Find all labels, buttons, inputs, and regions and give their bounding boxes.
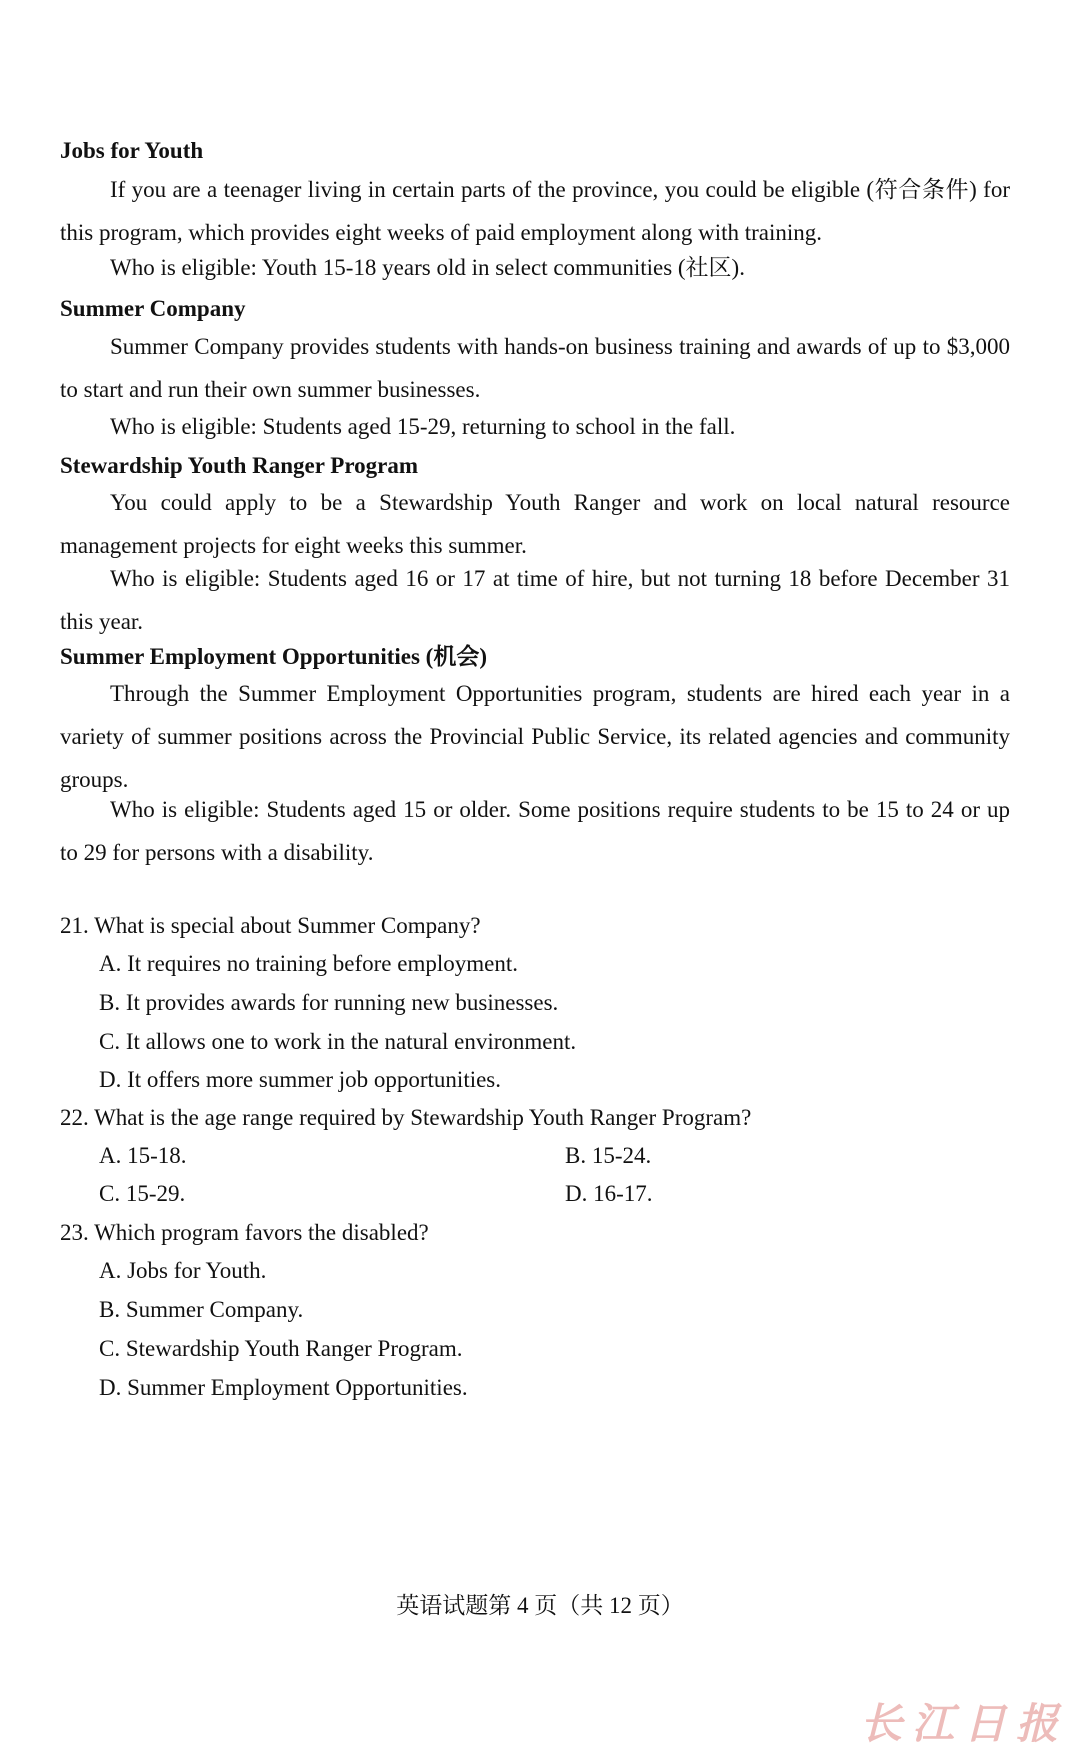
question-22-option-b: B. 15-24. <box>565 1143 652 1168</box>
section-title-jobs-for-youth: Jobs for Youth <box>60 138 204 163</box>
question-23: 23. Which program favors the disabled? <box>60 1220 429 1245</box>
question-21-option-b: B. It provides awards for running new businesses. <box>99 990 559 1015</box>
eligibility-paragraph: Who is eligible: Students aged 16 or 17 at time of hire, but not turning 18 before December 31 this year. <box>60 566 1010 634</box>
question-21-option-c: C. It allows one to work in the natural environment. <box>99 1029 577 1054</box>
question-21-option-d: D. It offers more summer job opportunities. <box>99 1067 502 1092</box>
section-paragraph: Through the Summer Employment Opportunities program, students are hired each year in a variety of summer positions across the Provincial Public Service, its related agencies and community groups. <box>60 681 1010 792</box>
eligibility-paragraph: Who is eligible: Youth 15-18 years old in select communities (社区). <box>110 255 745 280</box>
question-21: 21. What is special about Summer Company? <box>60 913 481 938</box>
eligibility-paragraph: Who is eligible: Students aged 15-29, returning to school in the fall. <box>110 414 736 439</box>
question-23-option-a: A. Jobs for Youth. <box>99 1258 267 1283</box>
question-22-option-a: A. 15-18. <box>99 1143 187 1168</box>
eligibility-paragraph: Who is eligible: Students aged 15 or older. Some positions require students to be 15 to 24 or up to 29 for persons with a disability. <box>60 797 1010 865</box>
question-21-option-a: A. It requires no training before employment. <box>99 951 518 976</box>
question-23-option-b: B. Summer Company. <box>99 1297 304 1322</box>
watermark-logo: 长江日报 <box>859 1699 1068 1748</box>
question-23-option-c: C. Stewardship Youth Ranger Program. <box>99 1336 463 1361</box>
question-23-option-d: D. Summer Employment Opportunities. <box>99 1375 468 1400</box>
section-paragraph: If you are a teenager living in certain parts of the province, you could be eligible (符合条件) for this program, which provides eight weeks of paid employment along with training. <box>60 177 1010 245</box>
section-paragraph: Summer Company provides students with hands-on business training and awards of up to $3,000 to start and run their own summer businesses. <box>60 334 1010 402</box>
section-title-stewardship-youth-ranger: Stewardship Youth Ranger Program <box>60 453 419 478</box>
question-22: 22. What is the age range required by Stewardship Youth Ranger Program? <box>60 1105 752 1130</box>
question-22-option-d: D. 16-17. <box>565 1181 653 1206</box>
section-title-summer-company: Summer Company <box>60 296 246 321</box>
page-footer: 英语试题第 4 页（共 12 页） <box>396 1593 684 1618</box>
section-paragraph: You could apply to be a Stewardship Youth Ranger and work on local natural resource management projects for eight weeks this summer. <box>60 490 1010 558</box>
section-title-summer-employment: Summer Employment Opportunities (机会) <box>60 644 487 669</box>
question-22-option-c: C. 15-29. <box>99 1181 186 1206</box>
